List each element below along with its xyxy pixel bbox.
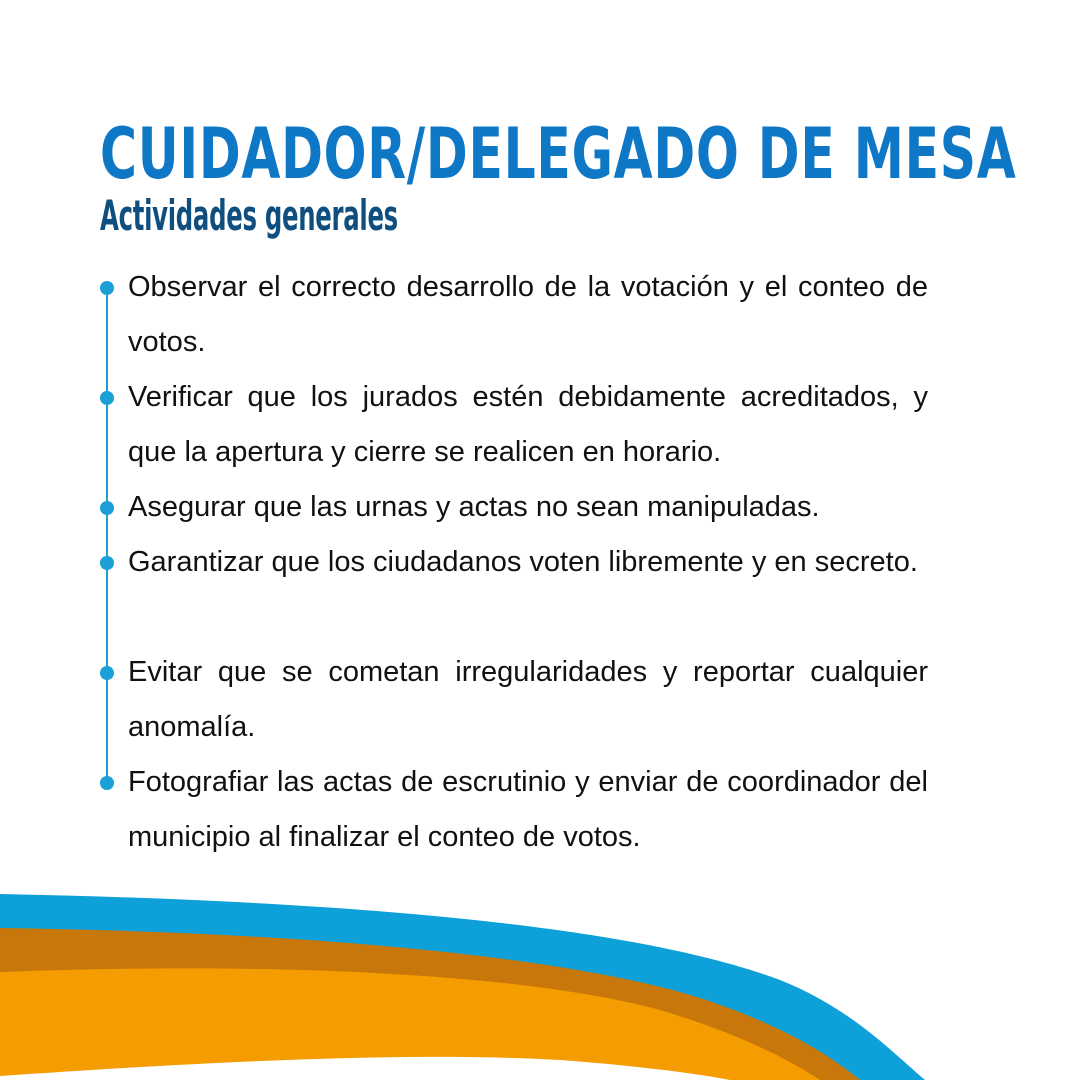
page-subtitle: Actividades generales (100, 191, 398, 240)
bullet-dot-icon (100, 776, 114, 790)
bullet-dot-icon (100, 666, 114, 680)
activity-text: Fotografiar las actas de escrutinio y enviar de coordinador del municipio al finalizar el conteo de votos. (128, 766, 928, 853)
activity-text: Garantizar que los ciudadanos voten libremente y en secreto. (128, 546, 918, 578)
bullet-dot-icon (100, 391, 114, 405)
bullet-dot-icon (100, 281, 114, 295)
activity-text: Asegurar que las urnas y actas no sean manipuladas. (128, 491, 820, 523)
bullet-dot-icon (100, 556, 114, 570)
page-title: CUIDADOR/DELEGADO DE MESA (100, 113, 1017, 195)
activity-text: Verificar que los jurados estén debidamente acreditados, y que la apertura y cierre se realicen en horario. (128, 381, 928, 468)
bullet-dot-icon (100, 501, 114, 515)
activity-text: Evitar que se cometan irregularidades y reportar cualquier anomalía. (128, 656, 928, 743)
decorative-wave (0, 880, 1080, 1080)
activity-text: Observar el correcto desarrollo de la votación y el conteo de votos. (128, 271, 928, 358)
